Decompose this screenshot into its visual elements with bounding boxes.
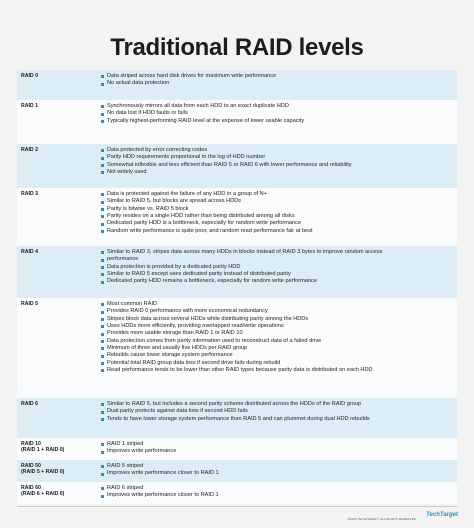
bullet-item: Dedicated parity HDD is a bottleneck, especially for random write performance <box>101 220 457 227</box>
raid-level-name: RAID 6 <box>21 401 39 407</box>
raid-level-details <box>101 482 457 504</box>
raid-level-details <box>101 188 457 246</box>
bullet-item: Not widely used <box>101 169 457 176</box>
raid-level-name: RAID 1 <box>21 103 39 109</box>
table-row <box>17 144 457 188</box>
bullet-item: RAID 5 striped <box>101 463 457 470</box>
bullet-item: Similar to RAID 3, stripes data across many HDDs in blocks instead of RAID 3 bytes to improve random access <box>101 249 457 256</box>
page-title: Traditional RAID levels <box>110 34 364 61</box>
raid-level-label <box>17 188 101 246</box>
raid-level-label <box>17 438 101 460</box>
bullet-item: Parity is bitwise vs. RAID 5 block <box>101 206 457 213</box>
raid-level-details <box>101 298 457 398</box>
bullet-item: Most common RAID <box>101 301 457 308</box>
table-row <box>17 100 457 144</box>
bullet-item: Stripes block data across several HDDs while distributing parity among the HDDs <box>101 316 457 323</box>
raid-level-label <box>17 246 101 298</box>
raid-level-name: RAID 0 <box>21 73 39 79</box>
bullet-item: Improves write performance <box>101 448 457 455</box>
bullet-item: Provides more usable storage than RAID 1 or RAID 10 <box>101 330 457 337</box>
raid-level-name: RAID 4 <box>21 249 39 255</box>
raid-level-label <box>17 70 101 100</box>
raid-level-name: RAID 3 <box>21 191 39 197</box>
bullet-item: Read performance tends to be lower than other RAID types because parity data is distributed on each HDD <box>101 367 457 374</box>
raid-levels-table <box>17 70 457 504</box>
raid-level-details <box>101 70 457 100</box>
table-row <box>17 246 457 298</box>
bullet-item: Data protection comes from parity information used to reconstruct data of a failed drive <box>101 338 457 345</box>
bullet-item: Uses HDDs more efficiently, providing overlapped read/write operations <box>101 323 457 330</box>
table-row <box>17 398 457 438</box>
raid-level-label <box>17 100 101 144</box>
bullet-item: performance <box>101 256 457 263</box>
raid-level-name: RAID 60 <box>21 485 41 491</box>
bullet-item: No actual data protection <box>101 80 457 87</box>
bullet-item: Data protected by error correcting codes <box>101 147 457 154</box>
bullet-item: RAID 6 striped <box>101 485 457 492</box>
bullet-item: RAID 1 striped <box>101 441 457 448</box>
bullet-item: Similar to RAID 5 except uses dedicated parity instead of distributed parity <box>101 271 457 278</box>
bullet-item: Provides RAID 0 performance with more economical redundancy <box>101 308 457 315</box>
table-row <box>17 188 457 246</box>
bullet-item: Dual parity protects against data loss if second HDD fails <box>101 408 457 415</box>
bullet-item: Somewhat inflexible and less efficient than RAID 5 or RAID 6 with lower performance and reliability <box>101 162 457 169</box>
raid-level-details <box>101 460 457 482</box>
bullet-item: Tends to have lower storage system performance than RAID 5 and can plummet during dual HDD rebuilds <box>101 416 457 423</box>
bullet-item: Data striped across hard disk drives for maximum write performance <box>101 73 457 80</box>
raid-level-name: RAID 5 <box>21 301 39 307</box>
techtarget-logo: TechTarget <box>426 512 458 518</box>
bullet-item: Synchronously mirrors all data from each HDD to an exact duplicate HDD <box>101 103 457 110</box>
raid-level-name: (RAID 5 + RAID 0) <box>21 469 65 476</box>
bullet-item: No data lost if HDD faults or fails <box>101 110 457 117</box>
raid-level-details <box>101 398 457 438</box>
raid-level-label <box>17 398 101 438</box>
footer-divider <box>17 506 457 507</box>
bullet-item: Potential total RAID group data loss if second drive fails during rebuild <box>101 360 457 367</box>
bullet-item: Improves write performance closer to RAID 1 <box>101 470 457 477</box>
bullet-item: Data protection is provided by a dedicated parity HDD <box>101 264 457 271</box>
table-row <box>17 438 457 460</box>
table-row <box>17 70 457 100</box>
raid-level-label <box>17 482 101 504</box>
bullet-item: Typically highest-performing RAID level at the expense of lower usable capacity <box>101 118 457 125</box>
table-row <box>17 460 457 482</box>
copyright-notice: ©2020 TECHTARGET. ALL RIGHTS RESERVED <box>347 517 416 521</box>
bullet-item: Similar to RAID 5, but includes a second parity scheme distributed across the HDDs of the RAID group <box>101 401 457 408</box>
raid-level-details <box>101 144 457 188</box>
raid-level-details <box>101 438 457 460</box>
raid-level-label <box>17 460 101 482</box>
raid-level-name: (RAID 1 + RAID 0) <box>21 447 65 454</box>
table-row <box>17 298 457 398</box>
bullet-item: Rebuilds cause lower storage system performance <box>101 352 457 359</box>
bullet-item: Improves write performance closer to RAID 1 <box>101 492 457 499</box>
raid-level-name: RAID 50 <box>21 463 41 469</box>
bullet-item: Minimum of three and usually five HDDs per RAID group <box>101 345 457 352</box>
bullet-item: Parity HDD requirements proportional to the log of HDD number <box>101 154 457 161</box>
raid-level-name: (RAID 6 + RAID 0) <box>21 491 65 498</box>
raid-level-name: RAID 10 <box>21 441 41 447</box>
table-row <box>17 482 457 504</box>
bullet-item: Data is protected against the failure of any HDD in a group of N+ <box>101 191 457 198</box>
raid-level-details <box>101 100 457 144</box>
raid-level-label <box>17 144 101 188</box>
bullet-item: Similar to RAID 5, but blocks are spread across HDDs <box>101 198 457 205</box>
raid-level-name: RAID 2 <box>21 147 39 153</box>
raid-level-label <box>17 298 101 398</box>
bullet-item: Dedicated parity HDD remains a bottleneck, especially for random write performance <box>101 278 457 285</box>
bullet-item: Parity resides on a single HDD rather than being distributed among all disks <box>101 213 457 220</box>
raid-level-details <box>101 246 457 298</box>
bullet-item: Random write performance is quite poor, and random read performance fair at best <box>101 228 457 235</box>
